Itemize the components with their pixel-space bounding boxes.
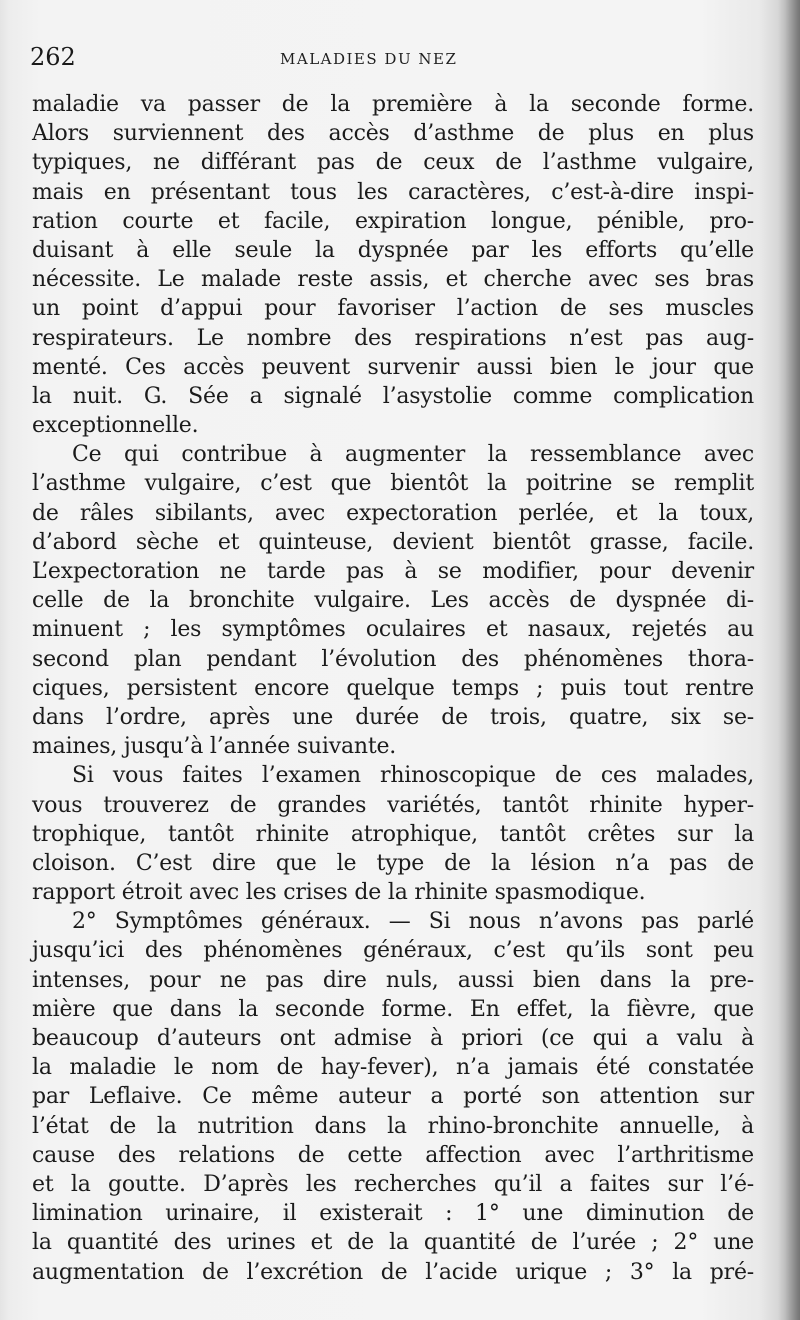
text-line: vous trouverez de grandes variétés, tantôt rhinite hyper- bbox=[32, 792, 754, 818]
text-line: de râles sibilants, avec expectoration perlée, et la toux, bbox=[32, 500, 754, 526]
spine-shadow bbox=[778, 0, 800, 1320]
text-line: ciques, persistent encore quelque temps ; puis tout rentre bbox=[32, 675, 754, 701]
text-line: l’asthme vulgaire, c’est que bientôt la poitrine se remplit bbox=[32, 471, 754, 497]
text-line: celle de la bronchite vulgaire. Les accès de dyspnée di- bbox=[32, 588, 754, 614]
text-line: la maladie le nom de hay-fever), n’a jamais été constatée bbox=[32, 1055, 754, 1081]
text-line: L’expectoration ne tarde pas à se modifier, pour devenir bbox=[32, 559, 754, 584]
text-line: dans l’ordre, après une durée de trois, quatre, six se- bbox=[32, 704, 754, 730]
body-text bbox=[32, 90, 754, 1287]
text-line: maines, jusqu’à l’année suivante. bbox=[32, 734, 397, 760]
text-line: mais en présentant tous les caractères, c’est-à-dire inspi- bbox=[32, 179, 754, 205]
text-line: jusqu’ici des phénomènes généraux, c’est qu’ils sont peu bbox=[32, 938, 754, 964]
text-line: Alors surviennent des accès d’asthme de plus en plus bbox=[32, 121, 754, 147]
text-line: second plan pendant l’évolution des phénomènes thora- bbox=[32, 646, 754, 672]
text-line: typiques, ne différant pas de ceux de l’asthme vulgaire, bbox=[32, 150, 754, 176]
text-line: respirateurs. Le nombre des respirations n’est pas aug- bbox=[32, 325, 754, 351]
text-line: duisant à elle seule la dyspnée par les efforts qu’elle bbox=[32, 237, 754, 263]
text-line: d’abord sèche et quinteuse, devient bientôt grasse, facile. bbox=[32, 529, 754, 555]
running-head: MALADIES DU NEZ bbox=[280, 50, 458, 68]
text-line: cause des relations de cette affection avec l’arthritisme bbox=[32, 1142, 754, 1168]
text-line: et la goutte. D’après les recherches qu’il a faites sur l’é- bbox=[32, 1171, 754, 1197]
text-line: maladie va passer de la première à la seconde forme. bbox=[32, 92, 754, 117]
page-header bbox=[30, 40, 760, 80]
text-line: la nuit. G. Sée a signalé l’asystolie comme complication bbox=[32, 383, 754, 409]
text-line: la quantité des urines et de la quantité de l’urée ; 2° une bbox=[32, 1230, 754, 1256]
text-line: ration courte et facile, expiration longue, pénible, pro- bbox=[32, 208, 754, 234]
text-line: un point d’appui pour favoriser l’action de ses muscles bbox=[32, 296, 754, 322]
text-line: beaucoup d’auteurs ont admise à priori (ce qui a valu à bbox=[32, 1026, 754, 1051]
text-line: mière que dans la seconde forme. En effet, la fièvre, que bbox=[32, 996, 754, 1022]
text-line: Ce qui contribue à augmenter la ressemblance avec bbox=[72, 442, 754, 468]
text-line: trophique, tantôt rhinite atrophique, tantôt crêtes sur la bbox=[32, 821, 754, 847]
text-line: cloison. C’est dire que le type de la lésion n’a pas de bbox=[32, 850, 754, 876]
page-number: 262 bbox=[30, 43, 76, 71]
text-line: augmentation de l’excrétion de l’acide urique ; 3° la pré- bbox=[32, 1259, 754, 1285]
text-line: exceptionnelle. bbox=[32, 413, 199, 439]
text-line: rapport étroit avec les crises de la rhinite spasmodique. bbox=[32, 880, 646, 906]
text-line: par Leflaive. Ce même auteur a porté son attention sur bbox=[32, 1084, 754, 1110]
text-line: limination urinaire, il existerait : 1° une diminution de bbox=[32, 1201, 754, 1227]
text-line: minuent ; les symptômes oculaires et nasaux, rejetés au bbox=[32, 617, 754, 643]
text-line: menté. Ces accès peuvent survenir aussi bien le jour que bbox=[32, 354, 754, 380]
section-heading-line: 2° Symptômes généraux. — Si nous n’avons pas parlé bbox=[72, 909, 754, 935]
text-line: Si vous faites l’examen rhinoscopique de ces malades, bbox=[72, 763, 754, 789]
text-line: intenses, pour ne pas dire nuls, aussi bien dans la pre- bbox=[32, 967, 754, 993]
text-line: nécessite. Le malade reste assis, et cherche avec ses bras bbox=[32, 267, 754, 293]
text-line: l’état de la nutrition dans la rhino-bronchite annuelle, à bbox=[32, 1113, 754, 1139]
